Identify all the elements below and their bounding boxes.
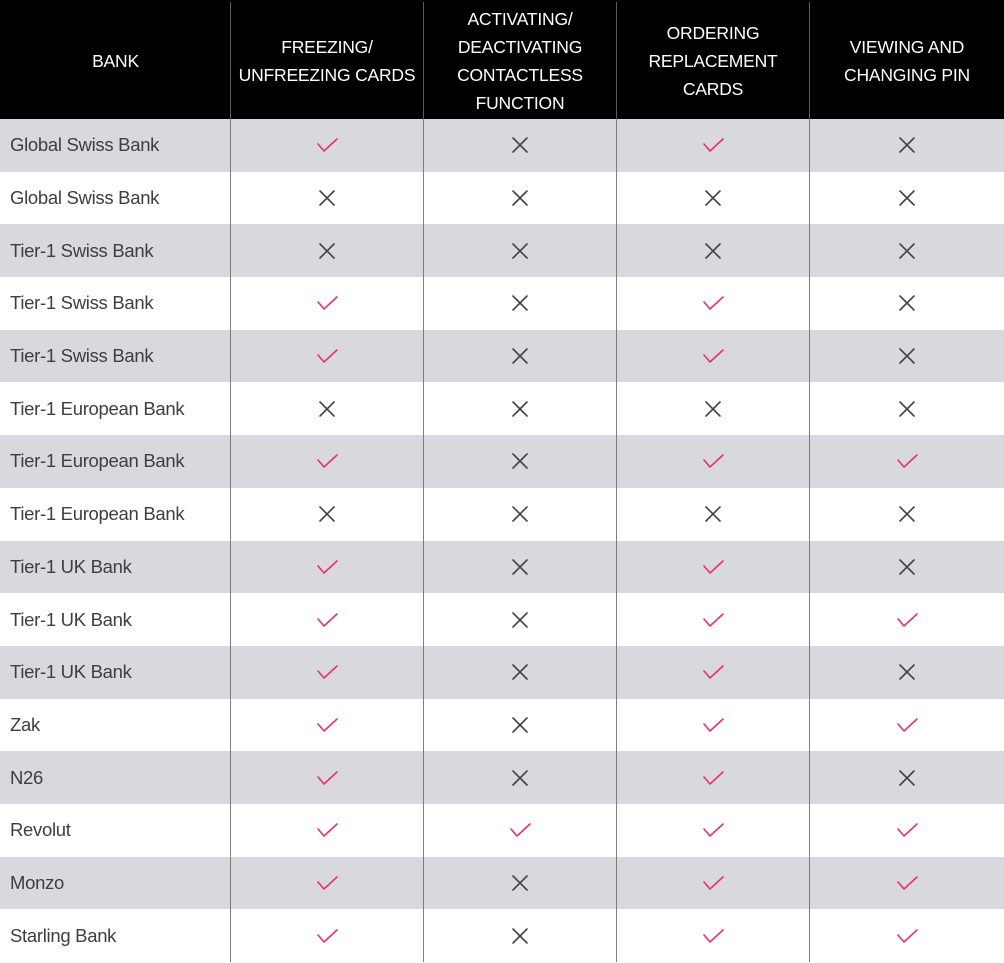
cross-icon: [508, 239, 532, 263]
table-row: [0, 857, 1004, 910]
feature-cell: [424, 699, 617, 752]
table-row: [0, 277, 1004, 330]
table-row: [0, 330, 1004, 383]
cross-icon: [508, 186, 532, 210]
feature-cell: [424, 172, 617, 225]
feature-cell: [810, 751, 1004, 804]
cross-icon: [508, 660, 532, 684]
feature-cell: [424, 593, 617, 646]
check-icon: [315, 713, 339, 737]
feature-cell: [810, 646, 1004, 699]
table-row: [0, 751, 1004, 804]
feature-cell: [231, 435, 424, 488]
feature-cell: [231, 224, 424, 277]
check-icon: [701, 871, 725, 895]
feature-cell: [231, 804, 424, 857]
feature-cell: [424, 224, 617, 277]
feature-cell: [810, 541, 1004, 594]
feature-cell: [810, 488, 1004, 541]
check-icon: [315, 924, 339, 948]
feature-cell: [617, 909, 810, 962]
bank-name: Revolut: [0, 804, 231, 857]
header-pin: VIEWING AND CHANGING PIN: [844, 36, 970, 85]
feature-cell: [424, 330, 617, 383]
feature-cell: [617, 330, 810, 383]
table-body: [0, 119, 1004, 962]
feature-cell: [231, 172, 424, 225]
feature-cell: [424, 909, 617, 962]
check-icon: [895, 818, 919, 842]
feature-cell: [810, 593, 1004, 646]
cross-icon: [508, 713, 532, 737]
cross-icon: [508, 344, 532, 368]
bank-name: Tier-1 Swiss Bank: [0, 277, 231, 330]
feature-cell: [617, 699, 810, 752]
feature-cell: [231, 646, 424, 699]
check-icon: [315, 871, 339, 895]
check-icon: [701, 608, 725, 632]
cross-icon: [895, 291, 919, 315]
feature-cell: [424, 119, 617, 172]
bank-name: Global Swiss Bank: [0, 119, 231, 172]
feature-cell: [231, 277, 424, 330]
check-icon: [895, 924, 919, 948]
cross-icon: [508, 766, 532, 790]
cross-icon: [895, 133, 919, 157]
feature-cell: [231, 330, 424, 383]
bank-name: Tier-1 Swiss Bank: [0, 224, 231, 277]
check-icon: [701, 713, 725, 737]
header-bank: BANK: [0, 2, 231, 119]
cross-icon: [701, 186, 725, 210]
check-icon: [701, 660, 725, 684]
feature-cell: [424, 646, 617, 699]
check-icon: [508, 818, 532, 842]
feature-cell: [231, 119, 424, 172]
feature-cell: [424, 382, 617, 435]
bank-name: Zak: [0, 699, 231, 752]
cross-icon: [895, 660, 919, 684]
feature-cell: [231, 541, 424, 594]
cross-icon: [315, 397, 339, 421]
feature-cell: [810, 435, 1004, 488]
cross-icon: [895, 397, 919, 421]
feature-cell: [424, 488, 617, 541]
feature-cell: [810, 909, 1004, 962]
table-row: [0, 541, 1004, 594]
feature-cell: [810, 699, 1004, 752]
check-icon: [701, 449, 725, 473]
cross-icon: [895, 555, 919, 579]
feature-cell: [231, 382, 424, 435]
bank-name: Monzo: [0, 857, 231, 910]
table-row: [0, 804, 1004, 857]
feature-cell: [231, 751, 424, 804]
cross-icon: [315, 239, 339, 263]
feature-cell: [424, 435, 617, 488]
feature-cell: [617, 751, 810, 804]
bank-name: Tier-1 European Bank: [0, 382, 231, 435]
feature-cell: [617, 172, 810, 225]
cross-icon: [895, 344, 919, 368]
cross-icon: [895, 502, 919, 526]
table-row: [0, 593, 1004, 646]
cross-icon: [315, 186, 339, 210]
table-row: [0, 382, 1004, 435]
feature-cell: [231, 909, 424, 962]
cross-icon: [701, 502, 725, 526]
check-icon: [895, 713, 919, 737]
table-row: [0, 909, 1004, 962]
table-row: [0, 172, 1004, 225]
check-icon: [315, 766, 339, 790]
table-header-row: [0, 0, 1004, 119]
feature-cell: [810, 277, 1004, 330]
header-contactless: ACTIVATING/ DEACTIVATING CONTACTLESS FUNCTION: [424, 2, 617, 119]
feature-cell: [424, 857, 617, 910]
check-icon: [315, 291, 339, 315]
check-icon: [315, 133, 339, 157]
feature-cell: [617, 488, 810, 541]
cross-icon: [701, 397, 725, 421]
feature-cell: [617, 646, 810, 699]
feature-cell: [231, 857, 424, 910]
check-icon: [701, 555, 725, 579]
cross-icon: [508, 608, 532, 632]
cross-icon: [508, 397, 532, 421]
feature-cell: [810, 330, 1004, 383]
feature-cell: [617, 277, 810, 330]
check-icon: [315, 608, 339, 632]
table-row: [0, 119, 1004, 172]
table-row: [0, 435, 1004, 488]
check-icon: [701, 766, 725, 790]
check-icon: [315, 818, 339, 842]
cross-icon: [508, 449, 532, 473]
check-icon: [315, 449, 339, 473]
bank-name: N26: [0, 751, 231, 804]
cross-icon: [895, 766, 919, 790]
feature-cell: [810, 857, 1004, 910]
feature-cell: [231, 488, 424, 541]
bank-name: Tier-1 European Bank: [0, 488, 231, 541]
bank-name: Starling Bank: [0, 909, 231, 962]
cross-icon: [315, 502, 339, 526]
feature-cell: [424, 751, 617, 804]
header-freezing-unfreezing: FREEZING/ UNFREEZING CARDS: [231, 2, 424, 119]
feature-cell: [424, 804, 617, 857]
check-icon: [315, 555, 339, 579]
check-icon: [315, 660, 339, 684]
table-row: [0, 488, 1004, 541]
feature-cell: [810, 224, 1004, 277]
table-row: [0, 646, 1004, 699]
check-icon: [701, 924, 725, 948]
cross-icon: [508, 502, 532, 526]
check-icon: [701, 818, 725, 842]
cross-icon: [508, 133, 532, 157]
table-row: [0, 699, 1004, 752]
cross-icon: [508, 871, 532, 895]
feature-cell: [617, 593, 810, 646]
bank-name: Global Swiss Bank: [0, 172, 231, 225]
cross-icon: [508, 291, 532, 315]
cross-icon: [508, 924, 532, 948]
bank-name: Tier-1 UK Bank: [0, 646, 231, 699]
feature-cell: [810, 382, 1004, 435]
check-icon: [701, 291, 725, 315]
table-row: [0, 224, 1004, 277]
check-icon: [895, 608, 919, 632]
feature-cell: [810, 119, 1004, 172]
bank-name: Tier-1 UK Bank: [0, 541, 231, 594]
feature-cell: [617, 804, 810, 857]
cross-icon: [895, 239, 919, 263]
feature-cell: [424, 277, 617, 330]
check-icon: [701, 344, 725, 368]
cross-icon: [508, 555, 532, 579]
check-icon: [701, 133, 725, 157]
feature-cell: [617, 541, 810, 594]
cross-icon: [701, 239, 725, 263]
feature-cell: [617, 435, 810, 488]
feature-cell: [810, 172, 1004, 225]
feature-cell: [617, 382, 810, 435]
header-replacement-cards: ORDERING REPLACEMENT CARDS: [617, 2, 810, 119]
feature-cell: [617, 857, 810, 910]
feature-cell: [231, 699, 424, 752]
feature-cell: [231, 593, 424, 646]
feature-cell: [617, 224, 810, 277]
cross-icon: [895, 186, 919, 210]
feature-cell: [617, 119, 810, 172]
bank-name: Tier-1 European Bank: [0, 435, 231, 488]
bank-name: Tier-1 Swiss Bank: [0, 330, 231, 383]
check-icon: [895, 449, 919, 473]
check-icon: [895, 871, 919, 895]
feature-cell: [424, 541, 617, 594]
feature-cell: [810, 804, 1004, 857]
bank-name: Tier-1 UK Bank: [0, 593, 231, 646]
check-icon: [315, 344, 339, 368]
